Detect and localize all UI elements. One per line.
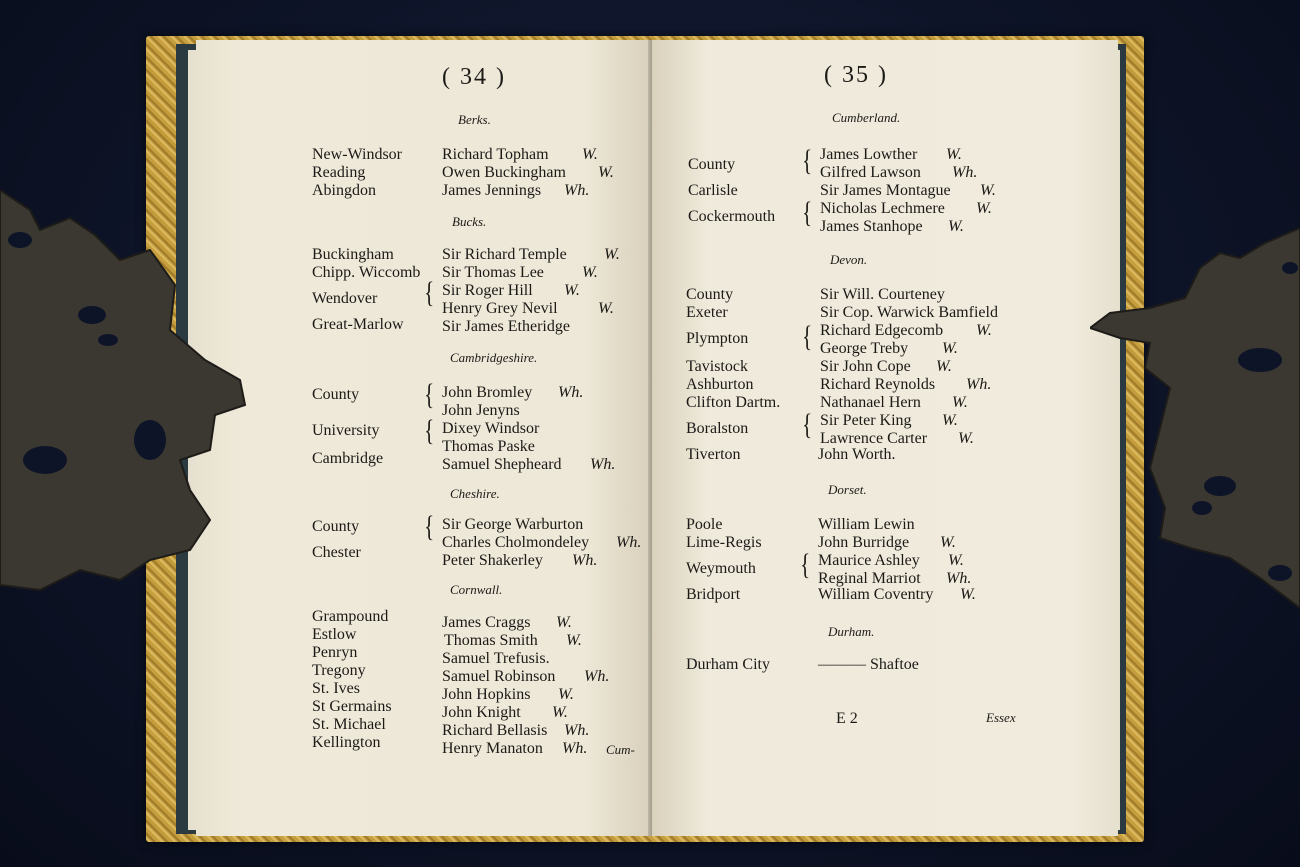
constituency: Bridport [686, 586, 741, 603]
member-name: Sir George Warburton [442, 516, 584, 533]
constituency: Lime-Regis [686, 534, 762, 551]
clamp-shape [1090, 228, 1300, 608]
constituency: Great-Marlow [312, 316, 404, 333]
constituency: County [312, 518, 360, 535]
constituency: Grampound [312, 608, 389, 625]
member-name: Henry Grey Nevil [442, 300, 558, 317]
member-name: John Burridge [818, 534, 910, 551]
party-mark: Wh. [564, 722, 590, 739]
party-mark: Wh. [564, 182, 590, 199]
member-name: John Worth. [818, 446, 896, 463]
section-heading: Cambridgeshire. [450, 350, 538, 365]
party-mark: W. [976, 200, 992, 217]
party-mark: Wh. [966, 376, 992, 393]
section-heading: Cumberland. [832, 110, 901, 125]
party-mark: W. [960, 586, 976, 603]
member-name: Sir James Etheridge [442, 318, 570, 335]
constituency: Tiverton [686, 446, 741, 463]
brace: { [802, 144, 813, 177]
member-name: William Lewin [818, 516, 915, 533]
constituency: Carlisle [688, 182, 738, 199]
constituency: St Germains [312, 698, 392, 715]
party-mark: Wh. [562, 740, 588, 757]
member-name: James Stanhope [820, 218, 923, 235]
constituency: Cambridge [312, 450, 384, 467]
constituency: St. Ives [312, 680, 360, 697]
member-name: Samuel Trefusis. [442, 650, 550, 667]
member-name: John Knight [442, 704, 521, 721]
party-mark: Wh. [584, 668, 610, 685]
member-name: Samuel Robinson [442, 668, 556, 685]
member-name: John Bromley [442, 384, 533, 401]
party-mark: W. [948, 552, 964, 569]
member-name: Reginal Marriot [818, 570, 921, 587]
constituency: Chester [312, 544, 361, 561]
constituency: Kellington [312, 734, 381, 751]
member-name: Sir Richard Temple [442, 246, 567, 263]
section-heading: Devon. [830, 252, 868, 267]
signature-mark: E 2 [836, 710, 858, 727]
constituency: Estlow [312, 626, 357, 643]
catchword: Cum- [606, 742, 635, 757]
member-name: Sir James Montague [820, 182, 951, 199]
constituency: Chipp. Wiccomb [312, 264, 421, 281]
brace: { [424, 378, 435, 411]
member-name: Dixey Windsor [442, 420, 540, 437]
member-name: Gilfred Lawson [820, 164, 921, 181]
right-book-clamp [1090, 228, 1300, 648]
party-mark: W. [556, 614, 572, 631]
member-name: Richard Edgecomb [820, 322, 944, 339]
constituency: Weymouth [686, 560, 756, 577]
party-mark: W. [952, 394, 968, 411]
catchword: Essex [986, 710, 1016, 725]
party-mark: Wh. [590, 456, 616, 473]
section-heading: Dorset. [828, 482, 867, 497]
member-name: Samuel Shepheard [442, 456, 562, 473]
member-name: Richard Reynolds [820, 376, 936, 393]
member-name: Richard Bellasis [442, 722, 548, 739]
page-number: ( 35 ) [824, 62, 888, 88]
member-name: Sir Thomas Lee [442, 264, 544, 281]
section-heading: Bucks. [452, 214, 487, 229]
party-mark: W. [604, 246, 620, 263]
constituency: Plympton [686, 330, 749, 347]
constituency: County [312, 386, 360, 403]
brace: { [424, 414, 435, 447]
member-name: John Jenyns [442, 402, 520, 419]
member-name: Peter Shakerley [442, 552, 543, 569]
member-name: James Lowther [820, 146, 918, 163]
party-mark: W. [946, 146, 962, 163]
member-name: Sir John Cope [820, 358, 911, 375]
section-heading: Cornwall. [450, 582, 503, 597]
constituency: Boralston [686, 420, 749, 437]
section-heading: Durham. [828, 624, 875, 639]
constituency: Tavistock [686, 358, 748, 375]
member-name: Sir Peter King [820, 412, 912, 429]
member-name: Maurice Ashley [818, 552, 920, 569]
member-name: Thomas Smith [444, 632, 538, 649]
member-name: Charles Cholmondeley [442, 534, 590, 551]
party-mark: W. [582, 264, 598, 281]
party-mark: W. [958, 430, 974, 447]
clamp-shape [0, 190, 245, 590]
constituency: Tregony [312, 662, 366, 679]
member-name: Owen Buckingham [442, 164, 566, 181]
brace: { [424, 276, 435, 309]
party-mark: W. [936, 358, 952, 375]
party-mark: W. [942, 412, 958, 429]
page-number: ( 34 ) [442, 64, 506, 90]
party-mark: W. [976, 322, 992, 339]
constituency: St. Michael [312, 716, 386, 733]
brace: { [802, 408, 813, 441]
brace: { [802, 320, 813, 353]
constituency: Penryn [312, 644, 358, 661]
left-page [196, 40, 652, 836]
party-mark: Wh. [952, 164, 978, 181]
member-name: Sir Will. Courteney [820, 286, 945, 303]
party-mark: Wh. [572, 552, 598, 569]
constituency: Ashburton [686, 376, 754, 393]
member-name: ——— Shaftoe [818, 656, 919, 673]
constituency: Clifton Dartm. [686, 394, 781, 411]
constituency: Buckingham [312, 246, 394, 263]
member-name: Richard Topham [442, 146, 549, 163]
member-name: William Coventry [818, 586, 934, 603]
constituency: Exeter [686, 304, 728, 321]
party-mark: W. [564, 282, 580, 299]
member-name: James Craggs [442, 614, 531, 631]
party-mark: W. [582, 146, 598, 163]
left-book-clamp [0, 190, 260, 610]
brace: { [802, 196, 813, 229]
section-heading: Cheshire. [450, 486, 500, 501]
party-mark: W. [598, 164, 614, 181]
constituency: Durham City [686, 656, 770, 673]
constituency: New-Windsor [312, 146, 402, 163]
member-name: Nathanael Hern [820, 394, 921, 411]
constituency: University [312, 422, 380, 439]
party-mark: Wh. [946, 570, 972, 587]
constituency: Abingdon [312, 182, 376, 199]
party-mark: Wh. [616, 534, 642, 551]
party-mark: W. [558, 686, 574, 703]
member-name: Thomas Paske [442, 438, 535, 455]
right-page [652, 40, 1118, 836]
party-mark: W. [552, 704, 568, 721]
party-mark: W. [942, 340, 958, 357]
member-name: John Hopkins [442, 686, 531, 703]
party-mark: W. [980, 182, 996, 199]
constituency: County [688, 156, 736, 173]
member-name: Henry Manaton [442, 740, 543, 757]
brace: { [800, 548, 811, 581]
member-name: Sir Roger Hill [442, 282, 533, 299]
constituency: Poole [686, 516, 723, 533]
member-name: Nicholas Lechmere [820, 200, 945, 217]
party-mark: W. [598, 300, 614, 317]
constituency: Cockermouth [688, 208, 776, 225]
constituency: Wendover [312, 290, 378, 307]
member-name: George Treby [820, 340, 909, 357]
constituency: Reading [312, 164, 366, 181]
member-name: James Jennings [442, 182, 542, 199]
section-heading: Berks. [458, 112, 491, 127]
party-mark: W. [948, 218, 964, 235]
member-name: Lawrence Carter [820, 430, 928, 447]
constituency: County [686, 286, 734, 303]
brace: { [424, 510, 435, 543]
party-mark: W. [566, 632, 582, 649]
party-mark: Wh. [558, 384, 584, 401]
party-mark: W. [940, 534, 956, 551]
member-name: Sir Cop. Warwick Bamfield [820, 304, 998, 321]
